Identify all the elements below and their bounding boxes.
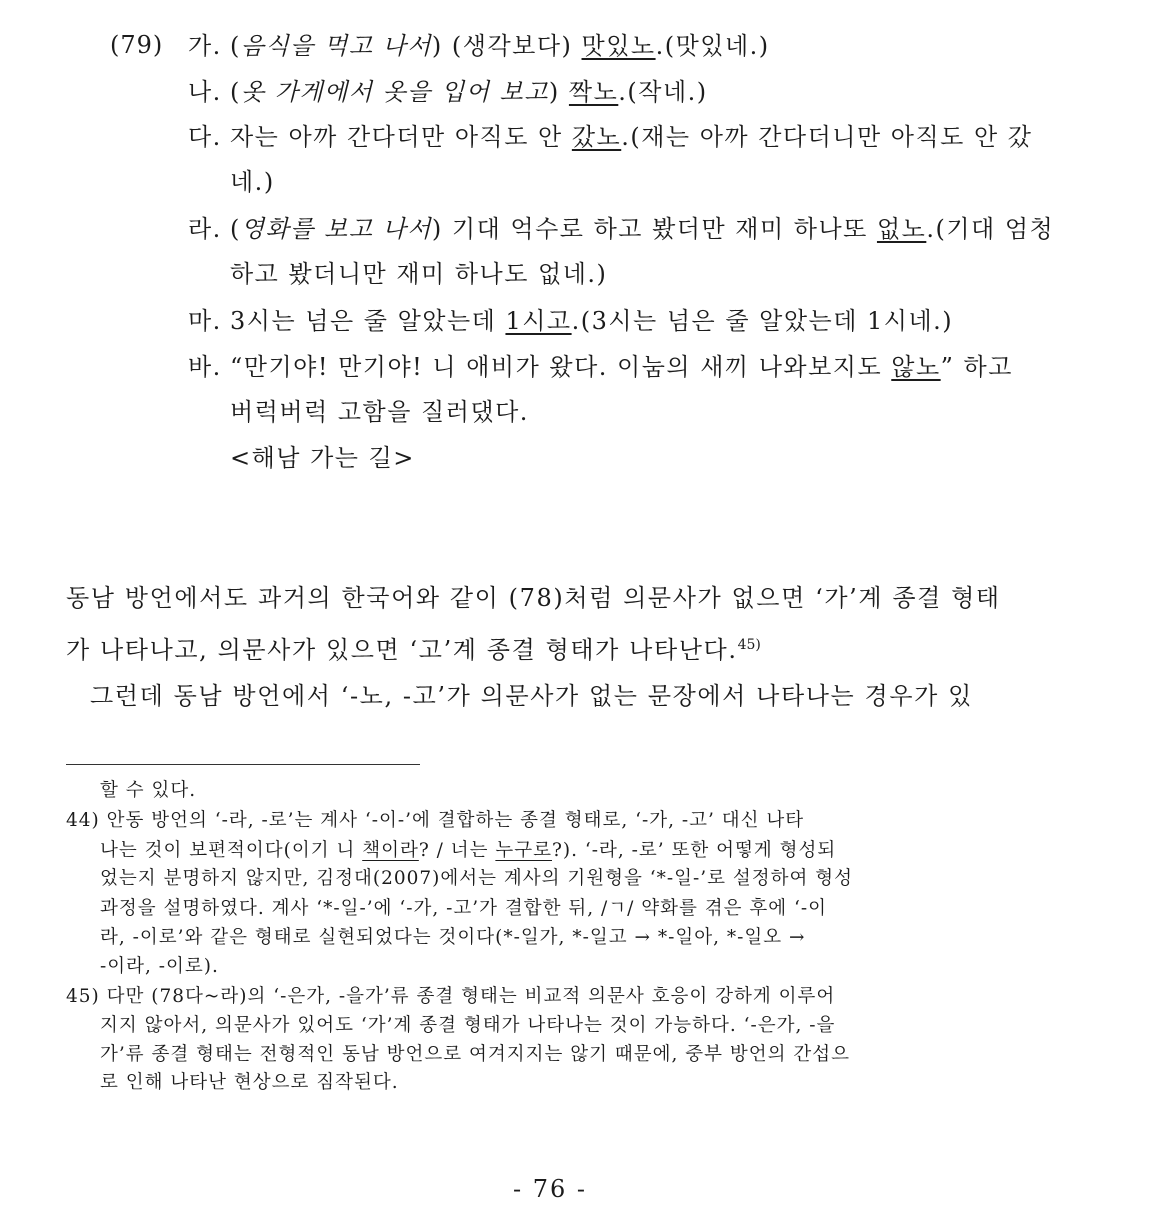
body-paragraph-line: 그런데 동남 방언에서 ‘-노, -고’가 의문사가 없는 문장에서 나타나는 경우가 있 — [90, 682, 973, 710]
footnote-label: 45) — [66, 986, 100, 1007]
item-text — [230, 32, 770, 60]
item-continuation: 버럭버럭 고함을 질러댔다. — [230, 398, 529, 426]
item-continuation: 네.) — [230, 168, 275, 196]
text-run: “만기야! 만기야! 니 애비가 왔다. 이눔의 새끼 나와보지도 — [230, 353, 892, 381]
item-marker: 나. — [188, 78, 222, 106]
item-text — [230, 78, 708, 106]
example-item-ma — [188, 306, 953, 336]
example-item-da — [188, 122, 1032, 152]
example-item-ga — [188, 31, 770, 61]
item-text — [230, 215, 1054, 243]
text-run: ) 기대 억수로 하고 봤더만 재미 하나또 — [431, 215, 877, 243]
text-run: ( — [230, 215, 241, 243]
item-text — [230, 307, 953, 335]
item-text — [230, 353, 1013, 381]
item-marker: 마. — [188, 307, 222, 335]
text-run: .(기대 엄청 — [926, 215, 1055, 243]
item-text — [230, 123, 1032, 151]
item-marker: 다. — [188, 123, 222, 151]
underlined-form: 누구로 — [495, 840, 552, 861]
item-marker: 라. — [188, 215, 222, 243]
item-marker: 가. — [188, 32, 222, 60]
context-italic: 영화를 보고 나서 — [240, 215, 432, 243]
footnote-line: 로 인해 나타난 현상으로 짐작된다. — [100, 1072, 399, 1093]
underlined-form: 갔노 — [571, 123, 622, 151]
text-run: ) — [548, 78, 569, 106]
footnote-45 — [66, 984, 835, 1009]
quote-source: <해남 가는 길> — [230, 444, 415, 472]
footnote-label: 44) — [66, 810, 100, 831]
page-number: - 76 - — [512, 1175, 587, 1203]
footnote-text: 안동 방언의 ‘-라, -로’는 계사 ‘-이-’에 결합하는 종결 형태로, ‘-가, -고’ 대신 나타 — [106, 810, 805, 831]
body-paragraph-line: 동남 방언에서도 과거의 한국어와 같이 (78)처럼 의문사가 없으면 ‘가’계 종결 형태 — [66, 584, 1001, 612]
underlined-form: 맛있노 — [581, 32, 656, 60]
body-text: 가 나타나고, 의문사가 있으면 ‘고’계 종결 형태가 나타난다. — [66, 636, 738, 664]
item-continuation: 하고 봤더니만 재미 하나도 없네.) — [230, 260, 608, 288]
text-run: 나는 것이 보편적이다(이기 니 — [100, 840, 363, 861]
text-run: .(맛있네.) — [655, 32, 770, 60]
underlined-form: 없노 — [876, 215, 927, 243]
text-run: ? / 너는 — [418, 840, 496, 861]
footnote-line: 지지 않아서, 의문사가 있어도 ‘가’계 종결 형태가 나타나는 것이 가능하다. ‘-은가, -을 — [100, 1015, 836, 1036]
footnote-line: 었는지 분명하지 않지만, 김정대(2007)에서는 계사의 기원형을 ‘*-일-’로 설정하여 형성 — [100, 868, 853, 889]
context-italic: 음식을 먹고 나서 — [240, 32, 432, 60]
text-run: 자는 아까 간다더만 아직도 안 — [230, 123, 572, 151]
underlined-form: 1시고 — [505, 307, 572, 335]
text-run: .(재는 아까 간다더니만 아직도 안 갔 — [621, 123, 1033, 151]
footnote-text: 다만 (78다~라)의 ‘-은가, -을가’류 종결 형태는 비교적 의문사 호응이 강하게 이루어 — [106, 986, 836, 1007]
example-number: (79) — [110, 31, 164, 59]
underlined-form: 않노 — [891, 353, 941, 381]
text-run: 3시는 넘은 줄 알았는데 — [230, 307, 506, 335]
body-paragraph-line — [66, 630, 761, 665]
footnote-ref: 45) — [737, 637, 761, 653]
underlined-form: 책이라 — [362, 840, 419, 861]
text-run: .(3시는 넘은 줄 알았는데 1시네.) — [571, 307, 954, 335]
text-run: ) (생각보다) — [431, 32, 582, 60]
text-run: ?). ‘-라, -로’ 또한 어떻게 형성되 — [552, 840, 837, 861]
footnote-divider — [66, 764, 420, 765]
text-run: ( — [230, 32, 241, 60]
example-item-ra — [188, 214, 1054, 244]
item-marker: 바. — [188, 353, 222, 381]
footnote-line: 가’류 종결 형태는 전형적인 동남 방언으로 여겨지지는 않기 때문에, 중부 방언의 간섭으 — [100, 1044, 850, 1065]
footnote-line: 라, -이로’와 같은 형태로 실현되었다는 것이다(*-일가, *-일고 → *-일아, *-일오 → — [100, 927, 806, 948]
context-italic: 옷 가게에서 옷을 입어 보고 — [240, 78, 549, 106]
example-item-na — [188, 77, 708, 107]
text-run: ( — [230, 78, 241, 106]
example-item-ba — [188, 352, 1013, 382]
footnote-line: 과정을 설명하였다. 계사 ‘*-일-’에 ‘-가, -고’가 결합한 뒤, /ㄱ/ 약화를 겪은 후에 ‘-이 — [100, 898, 827, 919]
text-run: ” 하고 — [940, 353, 1013, 381]
footnote-line — [100, 838, 836, 863]
underlined-form: 짝노 — [568, 78, 619, 106]
text-run: .(작네.) — [618, 78, 708, 106]
footnote-line: -이라, -이로). — [100, 956, 219, 977]
footnote-44 — [66, 808, 804, 833]
footnote-carryover: 할 수 있다. — [100, 780, 197, 801]
